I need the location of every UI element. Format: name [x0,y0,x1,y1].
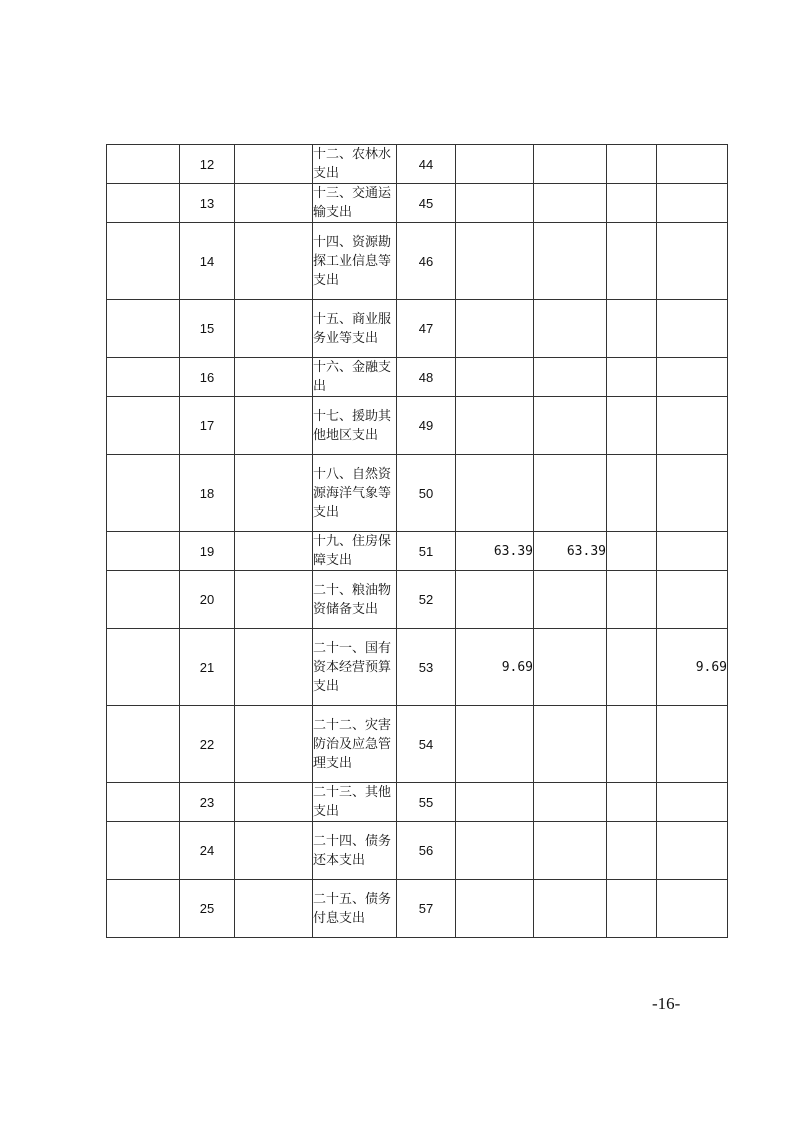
total-value [456,571,534,629]
col2-value [534,629,607,706]
col4-value [657,397,728,455]
col4-value [657,532,728,571]
total-value [456,358,534,397]
line-number: 46 [397,223,456,300]
table-row [107,397,728,455]
row-number: 16 [180,358,235,397]
line-number: 51 [397,532,456,571]
table-row [107,822,728,880]
col2-value [534,358,607,397]
col3-value [607,880,657,938]
item-name: 二十一、国有资本经营预算支出 [313,629,397,706]
blank-cell [235,822,313,880]
blank-cell [107,358,180,397]
table-row [107,706,728,783]
line-number: 56 [397,822,456,880]
line-number: 47 [397,300,456,358]
total-value: 63.39 [456,532,534,571]
col2-value [534,783,607,822]
line-number: 52 [397,571,456,629]
line-number: 54 [397,706,456,783]
blank-cell [107,300,180,358]
col2-value [534,822,607,880]
table-row [107,571,728,629]
col4-value [657,783,728,822]
blank-cell [107,783,180,822]
item-name: 十二、农林水支出 [313,145,397,184]
blank-cell [107,706,180,783]
col4-value [657,223,728,300]
row-number: 23 [180,783,235,822]
table-row [107,145,728,184]
total-value [456,706,534,783]
item-name: 十七、援助其他地区支出 [313,397,397,455]
blank-cell [107,184,180,223]
col3-value [607,223,657,300]
total-value [456,822,534,880]
row-number: 17 [180,397,235,455]
line-number: 44 [397,145,456,184]
blank-cell [235,358,313,397]
item-name: 二十、粮油物资储备支出 [313,571,397,629]
item-name: 十三、交通运输支出 [313,184,397,223]
total-value: 9.69 [456,629,534,706]
col3-value [607,397,657,455]
col2-value [534,184,607,223]
col4-value [657,822,728,880]
col2-value [534,397,607,455]
col4-value: 9.69 [657,629,728,706]
col4-value [657,300,728,358]
col3-value [607,145,657,184]
blank-cell [235,397,313,455]
blank-cell [107,822,180,880]
blank-cell [235,783,313,822]
col4-value [657,571,728,629]
col4-value [657,706,728,783]
blank-cell [107,880,180,938]
col3-value [607,184,657,223]
blank-cell [107,532,180,571]
col3-value [607,571,657,629]
total-value [456,783,534,822]
blank-cell [235,455,313,532]
col4-value [657,184,728,223]
table-row [107,629,728,706]
blank-cell [235,571,313,629]
table-row [107,532,728,571]
table-row [107,300,728,358]
col3-value [607,822,657,880]
col3-value [607,629,657,706]
blank-cell [235,184,313,223]
col3-value [607,300,657,358]
budget-expenditure-table [106,144,728,938]
item-name: 二十五、债务付息支出 [313,880,397,938]
line-number: 50 [397,455,456,532]
table-row [107,223,728,300]
table-body [107,145,728,938]
blank-cell [235,300,313,358]
total-value [456,145,534,184]
row-number: 21 [180,629,235,706]
blank-cell [107,223,180,300]
total-value [456,184,534,223]
total-value [456,397,534,455]
row-number: 14 [180,223,235,300]
col4-value [657,145,728,184]
col4-value [657,880,728,938]
row-number: 24 [180,822,235,880]
total-value [456,223,534,300]
blank-cell [235,629,313,706]
item-name: 十五、商业服务业等支出 [313,300,397,358]
col3-value [607,706,657,783]
blank-cell [107,571,180,629]
row-number: 20 [180,571,235,629]
line-number: 55 [397,783,456,822]
blank-cell [107,629,180,706]
blank-cell [235,145,313,184]
table-row [107,455,728,532]
item-name: 十八、自然资源海洋气象等支出 [313,455,397,532]
total-value [456,455,534,532]
item-name: 二十三、其他支出 [313,783,397,822]
row-number: 19 [180,532,235,571]
line-number: 57 [397,880,456,938]
line-number: 49 [397,397,456,455]
row-number: 22 [180,706,235,783]
col2-value [534,300,607,358]
line-number: 45 [397,184,456,223]
item-name: 十六、金融支出 [313,358,397,397]
blank-cell [235,532,313,571]
item-name: 十四、资源勘探工业信息等支出 [313,223,397,300]
item-name: 十九、住房保障支出 [313,532,397,571]
blank-cell [107,145,180,184]
item-name: 二十二、灾害防治及应急管理支出 [313,706,397,783]
col2-value [534,223,607,300]
row-number: 18 [180,455,235,532]
line-number: 53 [397,629,456,706]
table-row [107,783,728,822]
col2-value [534,571,607,629]
table-row [107,880,728,938]
blank-cell [235,880,313,938]
col2-value [534,880,607,938]
col3-value [607,783,657,822]
row-number: 15 [180,300,235,358]
col3-value [607,358,657,397]
page-number: -16- [652,994,681,1013]
blank-cell [235,706,313,783]
col4-value [657,358,728,397]
col3-value [607,532,657,571]
blank-cell [235,223,313,300]
col2-value: 63.39 [534,532,607,571]
blank-cell [107,397,180,455]
line-number: 48 [397,358,456,397]
item-name: 二十四、债务还本支出 [313,822,397,880]
col2-value [534,706,607,783]
row-number: 25 [180,880,235,938]
blank-cell [107,455,180,532]
table-row [107,358,728,397]
col2-value [534,455,607,532]
total-value [456,300,534,358]
total-value [456,880,534,938]
row-number: 13 [180,184,235,223]
row-number: 12 [180,145,235,184]
table-row [107,184,728,223]
col2-value [534,145,607,184]
col3-value [607,455,657,532]
col4-value [657,455,728,532]
